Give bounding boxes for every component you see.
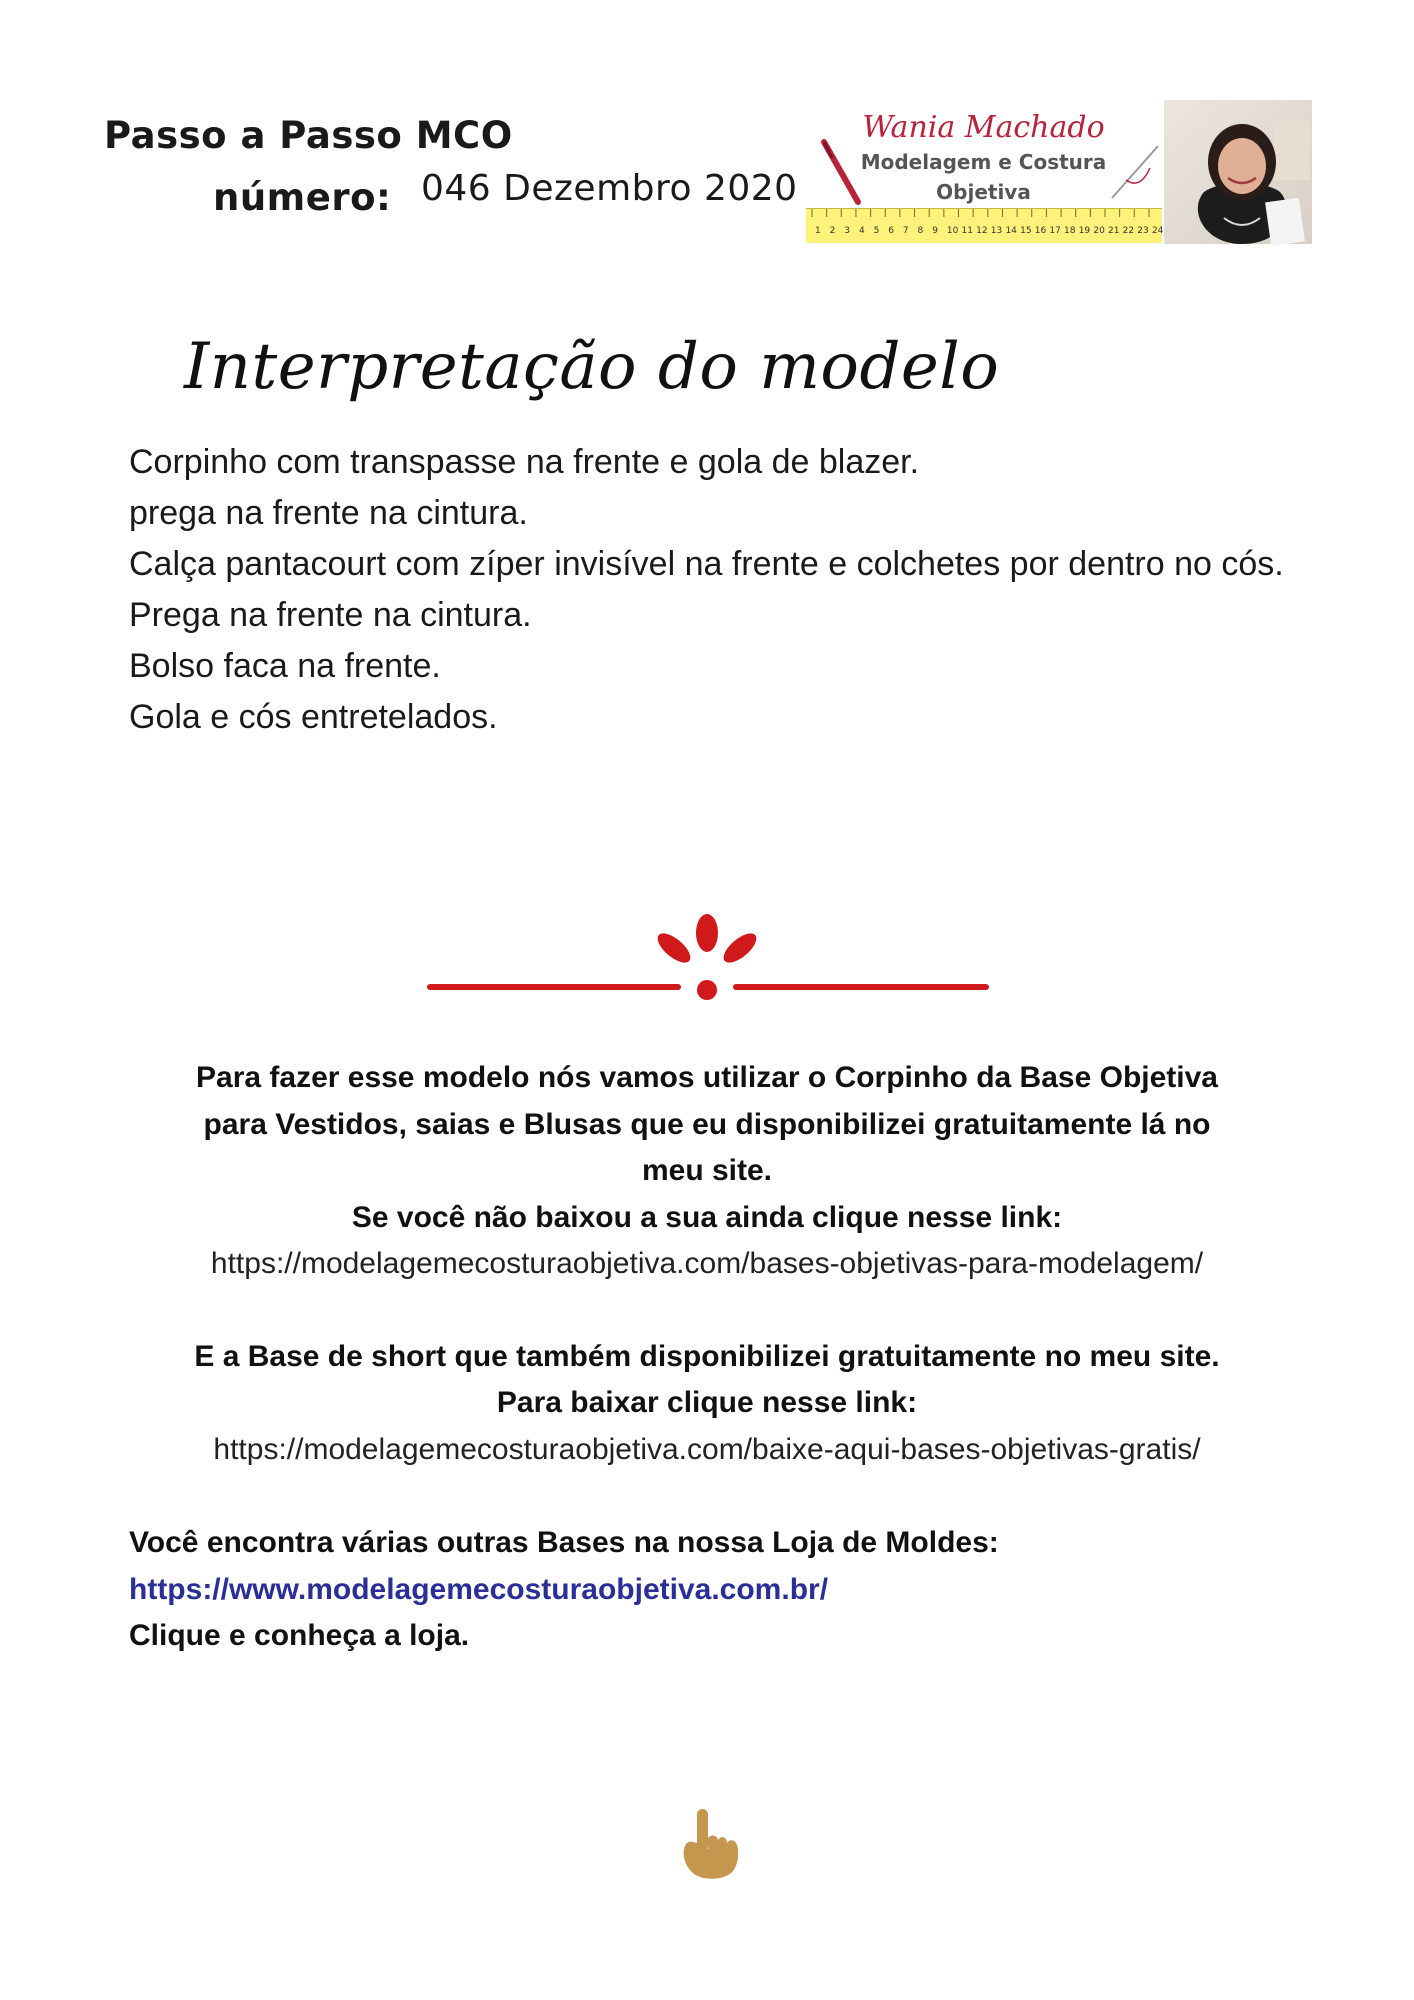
ruler-number: 21 bbox=[1108, 226, 1120, 236]
scissors-icon bbox=[816, 136, 876, 208]
section-title: Interpretação do modelo bbox=[184, 330, 1000, 404]
ruler-number: 17 bbox=[1049, 226, 1061, 236]
header-number-label: número: bbox=[213, 176, 392, 219]
needle-icon bbox=[1106, 140, 1166, 204]
ruler-number: 23 bbox=[1137, 226, 1149, 236]
logo-subtitle-line1: Modelagem e Costura bbox=[860, 150, 1107, 174]
ruler-number: 6 bbox=[888, 226, 894, 236]
base-link-1[interactable]: https://modelagemecosturaobjetiva.com/bases-objetivas-para-modelagem/ bbox=[210, 1247, 1204, 1280]
pointing-hand-icon bbox=[675, 1805, 745, 1883]
exclamation-divider-icon bbox=[420, 912, 994, 1012]
info-line: Para baixar clique nesse link: bbox=[496, 1386, 918, 1419]
ruler-number: 15 bbox=[1020, 226, 1032, 236]
ruler-number: 8 bbox=[917, 226, 924, 236]
header-number-value: 046 Dezembro 2020 bbox=[421, 168, 798, 209]
ruler-number: 20 bbox=[1093, 226, 1105, 236]
model-description bbox=[129, 437, 1289, 743]
info-line: meu site. bbox=[641, 1154, 773, 1187]
ruler-number: 4 bbox=[858, 226, 865, 236]
store-text: Você encontra várias outras Bases na nossa Loja de Moldes: bbox=[129, 1526, 999, 1559]
ruler-number: 2 bbox=[829, 226, 836, 236]
ruler-number: 5 bbox=[873, 226, 880, 236]
author-portrait-icon bbox=[1164, 100, 1312, 244]
description-line: Bolso faca na frente. bbox=[129, 647, 441, 685]
description-line: Prega na frente na cintura. bbox=[129, 596, 532, 634]
description-line: Corpinho com transpasse na frente e gola de blazer. bbox=[129, 443, 920, 481]
ruler-number: 1 bbox=[815, 226, 821, 236]
bases-info bbox=[120, 1055, 1294, 1473]
info-line: Para fazer esse modelo nós vamos utilizar o Corpinho da Base Objetiva bbox=[196, 1061, 1218, 1094]
base-link-2[interactable]: https://modelagemecosturaobjetiva.com/baixe-aqui-bases-objetivas-gratis/ bbox=[213, 1432, 1201, 1466]
measuring-tape bbox=[806, 208, 1162, 243]
ruler-number: 7 bbox=[902, 226, 909, 236]
ruler-number: 12 bbox=[976, 226, 988, 236]
info-line: para Vestidos, saias e Blusas que eu disponibilizei gratuitamente lá no bbox=[203, 1107, 1211, 1141]
store-cta: Clique e conheça a loja. bbox=[129, 1619, 470, 1652]
description-line: Calça pantacourt com zíper invisível na frente e colchetes por dentro no cós. bbox=[129, 545, 1284, 583]
logo-subtitle-line2: Objetiva bbox=[936, 180, 1031, 204]
ruler-number: 9 bbox=[932, 226, 938, 236]
ruler-number: 11 bbox=[961, 226, 973, 236]
ruler-number: 13 bbox=[990, 226, 1003, 236]
measuring-tape-ticks bbox=[806, 209, 1162, 243]
ruler-number: 19 bbox=[1078, 226, 1091, 236]
ruler-number: 22 bbox=[1122, 226, 1135, 236]
ruler-number: 16 bbox=[1034, 226, 1047, 236]
ruler-number: 10 bbox=[946, 226, 959, 236]
header-title: Passo a Passo MCO bbox=[104, 114, 513, 157]
info-line: Se você não baixou a sua ainda clique nesse link: bbox=[351, 1200, 1063, 1234]
ruler-number: 18 bbox=[1064, 226, 1076, 236]
logo-name: Wania Machado bbox=[862, 110, 1105, 145]
ruler-number: 24 bbox=[1151, 226, 1164, 236]
store-link[interactable]: https://www.modelagemecosturaobjetiva.com.br/ bbox=[129, 1572, 829, 1606]
ruler-number: 14 bbox=[1005, 226, 1017, 236]
info-line: E a Base de short que também disponibilizei gratuitamente no meu site. bbox=[194, 1339, 1220, 1373]
store-info bbox=[129, 1520, 999, 1660]
description-line: prega na frente na cintura. bbox=[129, 494, 528, 532]
description-line: Gola e cós entretelados. bbox=[129, 698, 498, 736]
brand-logo bbox=[806, 100, 1312, 244]
author-photo bbox=[1164, 100, 1312, 244]
ruler-number: 3 bbox=[844, 226, 851, 236]
